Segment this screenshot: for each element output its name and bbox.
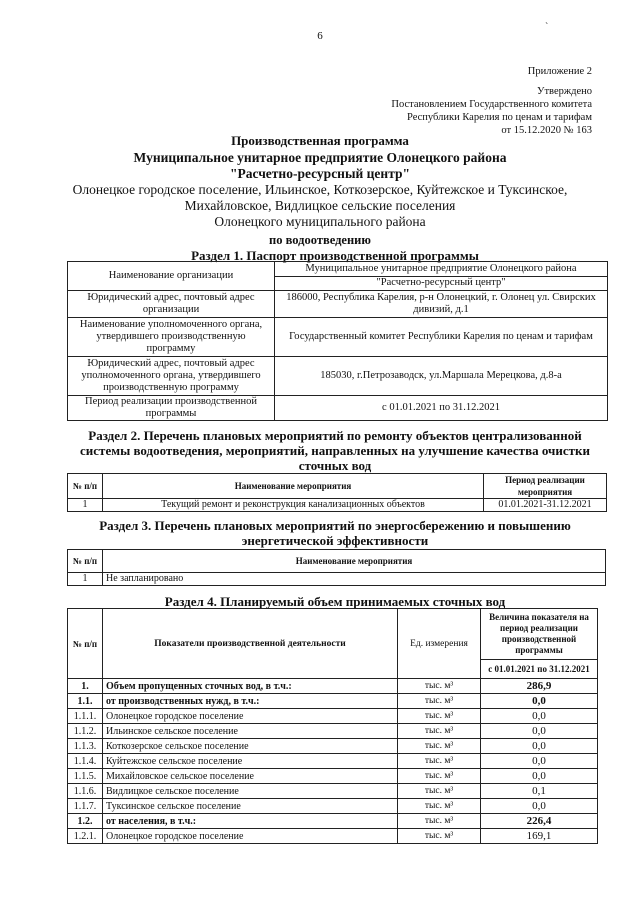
program-title: Производственная программа	[231, 133, 409, 148]
passport-value: 186000, Республика Карелия, р-н Олонецкий, г. Олонец ул. Свирских дивизий, д.1	[275, 291, 608, 318]
cell-value: 0,0	[481, 754, 598, 769]
cell-no: 1.	[68, 679, 103, 694]
passport-value: 185030, г.Петрозаводск, ул.Маршала Мерецкова, д.8-а	[275, 357, 608, 396]
section2-title: Раздел 2. Перечень плановых мероприятий по ремонту объектов централизованной системы водоотведения, мероприятий, направленных на улучшение качества очистки сточных вод	[80, 428, 590, 473]
cell-unit: тыс. м³	[398, 754, 481, 769]
col-header-no: № п/п	[68, 550, 103, 573]
table-row	[68, 724, 598, 739]
table-row	[68, 694, 598, 709]
table-row	[68, 474, 607, 499]
cell-period: 01.01.2021-31.12.2021	[484, 499, 607, 512]
col-header-name: Наименование мероприятия	[103, 474, 484, 499]
org-name-line1: Муниципальное унитарное предприятие Олонецкого района	[133, 150, 507, 165]
table-row	[68, 550, 606, 573]
passport-label: Наименование организации	[68, 262, 275, 291]
passport-label: Период реализации производственной программы	[68, 396, 275, 421]
col-header-no: № п/п	[68, 609, 103, 679]
cell-unit: тыс. м³	[398, 679, 481, 694]
passport-value: Муниципальное унитарное предприятие Олонецкого района	[275, 262, 608, 277]
cell-no: 1.1.7.	[68, 799, 103, 814]
cell-value: 0,0	[481, 739, 598, 754]
table-row	[68, 814, 598, 829]
table-row	[68, 709, 598, 724]
passport-label: Наименование уполномоченного органа, утвердившего производственную программу	[68, 318, 275, 357]
program-subject: по водоотведению	[269, 233, 371, 247]
col-header-value: Величина показателя на период реализации производственной программы	[481, 609, 598, 660]
cell-unit: тыс. м³	[398, 799, 481, 814]
approval-approved: Утверждено	[537, 86, 592, 97]
cell-value: 0,0	[481, 694, 598, 709]
section1-title: Раздел 1. Паспорт производственной программы	[191, 248, 479, 263]
cell-no: 1.1.2.	[68, 724, 103, 739]
approval-appendix: Приложение 2	[527, 66, 592, 77]
col-header-name: Наименование мероприятия	[103, 550, 606, 573]
cell-indicator: Куйтежское сельское поселение	[103, 754, 398, 769]
approval-line3: от 15.12.2020 № 163	[501, 125, 592, 136]
approval-line2: Республики Карелия по ценам и тарифам	[407, 112, 592, 123]
passport-value: с 01.01.2021 по 31.12.2021	[275, 396, 608, 421]
section4-title: Раздел 4. Планируемый объем принимаемых сточных вод	[164, 594, 506, 609]
approval-line1: Постановлением Государственного комитета	[391, 99, 592, 110]
repair-table	[67, 473, 607, 512]
cell-indicator: Михайловское сельское поселение	[103, 769, 398, 784]
table-row	[68, 318, 608, 357]
cell-unit: тыс. м³	[398, 814, 481, 829]
table-row	[68, 829, 598, 844]
cell-no: 1.1.4.	[68, 754, 103, 769]
cell-indicator: Видлицкое сельское поселение	[103, 784, 398, 799]
cell-indicator: от населения, в т.ч.:	[103, 814, 398, 829]
cell-value: 0,0	[481, 709, 598, 724]
wastewater-table	[67, 608, 598, 844]
passport-value: "Расчетно-ресурсный центр"	[275, 276, 608, 291]
cell-no: 1	[68, 573, 103, 586]
passport-table	[67, 261, 608, 421]
table-row	[68, 754, 598, 769]
cell-no: 1.2.1.	[68, 829, 103, 844]
table-row	[68, 739, 598, 754]
cell-unit: тыс. м³	[398, 724, 481, 739]
col-header-no: № п/п	[68, 474, 103, 499]
table-row	[68, 679, 598, 694]
table-row	[68, 396, 608, 421]
cell-indicator: Объем пропущенных сточных вод, в т.ч.:	[103, 679, 398, 694]
cell-unit: тыс. м³	[398, 769, 481, 784]
table-row	[68, 609, 598, 660]
cell-name: Текущий ремонт и реконструкция канализационных объектов	[103, 499, 484, 512]
cell-unit: тыс. м³	[398, 694, 481, 709]
cell-indicator: Ильинское сельское поселение	[103, 724, 398, 739]
table-row	[68, 262, 608, 277]
cell-name: Не запланировано	[103, 573, 606, 586]
cell-value: 286,9	[481, 679, 598, 694]
cell-no: 1.1.	[68, 694, 103, 709]
col-header-period: Период реализации мероприятия	[484, 474, 607, 499]
area-line1: Олонецкое городское поселение, Ильинское, Коткозерское, Куйтежское и Туксинское,	[72, 182, 568, 197]
cell-value: 0,0	[481, 724, 598, 739]
col-header-unit: Ед. измерения	[398, 609, 481, 679]
cell-unit: тыс. м³	[398, 739, 481, 754]
table-row	[68, 573, 606, 586]
section3-title: Раздел 3. Перечень плановых мероприятий по энергосбережению и повышению энергетической эффективности	[99, 518, 571, 548]
cell-unit: тыс. м³	[398, 829, 481, 844]
cell-value: 226,4	[481, 814, 598, 829]
cell-indicator: от производственных нужд, в т.ч.:	[103, 694, 398, 709]
passport-value: Государственный комитет Республики Карелия по ценам и тарифам	[275, 318, 608, 357]
area-line3: Олонецкого муниципального района	[214, 214, 426, 229]
col-header-period: с 01.01.2021 по 31.12.2021	[481, 660, 598, 679]
cell-no: 1	[68, 499, 103, 512]
table-row	[68, 291, 608, 318]
cell-no: 1.1.5.	[68, 769, 103, 784]
cell-no: 1.2.	[68, 814, 103, 829]
cell-no: 1.1.6.	[68, 784, 103, 799]
page-number: 6	[317, 30, 323, 42]
cell-no: 1.1.1.	[68, 709, 103, 724]
cell-indicator: Коткозерское сельское поселение	[103, 739, 398, 754]
table-row	[68, 784, 598, 799]
cell-value: 0,1	[481, 784, 598, 799]
cell-value: 0,0	[481, 799, 598, 814]
table-row	[68, 799, 598, 814]
energy-table	[67, 549, 606, 586]
cell-unit: тыс. м³	[398, 784, 481, 799]
table-row	[68, 357, 608, 396]
tick-mark: `	[545, 22, 549, 33]
cell-value: 0,0	[481, 769, 598, 784]
passport-label: Юридический адрес, почтовый адрес уполномоченного органа, утвердившего производственную программу	[68, 357, 275, 396]
col-header-indicator: Показатели производственной деятельности	[103, 609, 398, 679]
cell-unit: тыс. м³	[398, 709, 481, 724]
cell-value: 169,1	[481, 829, 598, 844]
cell-no: 1.1.3.	[68, 739, 103, 754]
org-name-line2: "Расчетно-ресурсный центр"	[229, 166, 411, 181]
cell-indicator: Олонецкое городское поселение	[103, 709, 398, 724]
table-row	[68, 499, 607, 512]
cell-indicator: Туксинское сельское поселение	[103, 799, 398, 814]
area-line2: Михайловское, Видлицкое сельские поселения	[184, 198, 456, 213]
table-row	[68, 769, 598, 784]
cell-indicator: Олонецкое городское поселение	[103, 829, 398, 844]
passport-label: Юридический адрес, почтовый адрес организации	[68, 291, 275, 318]
